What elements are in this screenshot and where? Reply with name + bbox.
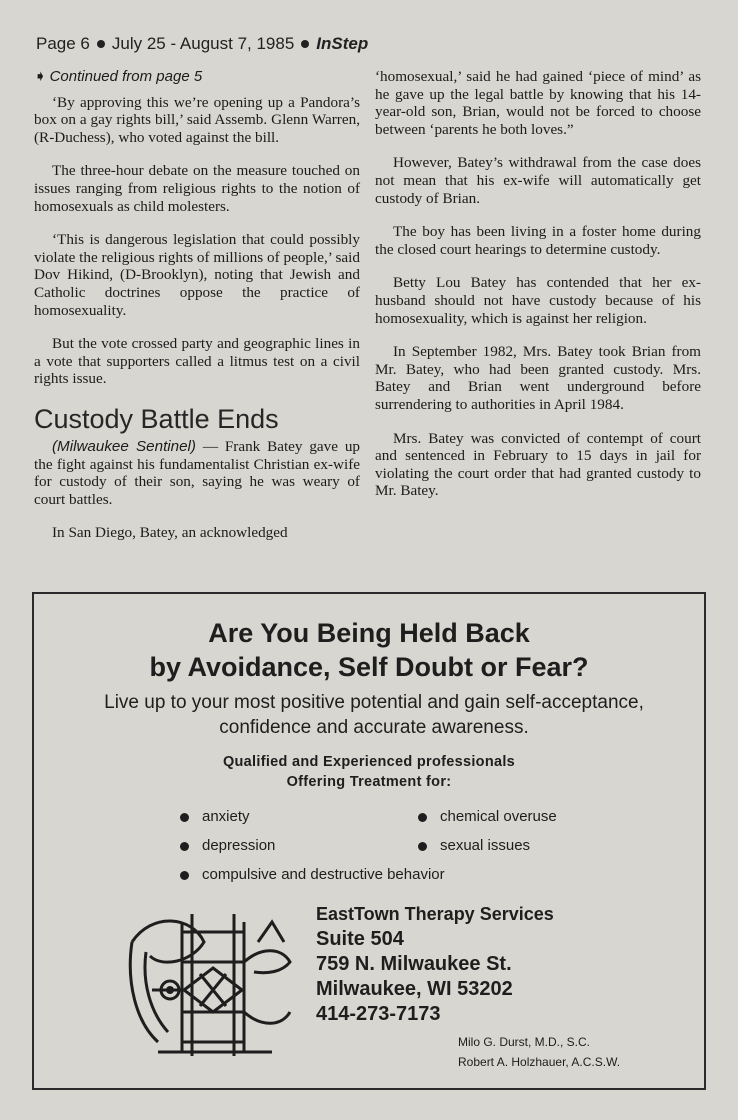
article-paragraph: Mrs. Batey was convicted of contempt of court and sentenced in February to 15 days in jail for violating the court order that had granted custody to Mr. Batey. — [375, 429, 701, 500]
article-paragraph: In September 1982, Mrs. Batey took Brian from Mr. Batey, who had been granted custody. Mrs. Batey and Brian went underground before surrendering to authorities in April 1984. — [375, 343, 701, 413]
treatment-label: chemical overuse — [440, 808, 557, 825]
eagle-logo-icon — [122, 902, 296, 1060]
article-paragraph: ‘By approving this we’re opening up a Pandora’s box on a gay rights bill,’ said Assemb. Glenn Warren, (R-Duchess), who voted against the bill. — [34, 93, 360, 146]
ad-headline-line: Are You Being Held Back — [208, 618, 530, 648]
article-headline: Custody Battle Ends — [34, 403, 279, 434]
continued-note — [34, 68, 360, 86]
phone-number: 414-273-7173 — [316, 1003, 441, 1025]
article-paragraph: The boy has been living in a foster home during the closed court hearings to determine custody. — [375, 223, 701, 258]
treatment-label: depression — [202, 837, 276, 854]
bullet-dot — [97, 40, 105, 48]
treatment-item — [180, 808, 250, 825]
contact-block — [316, 902, 554, 1027]
page-header — [36, 34, 368, 54]
continued-text: Continued from page 5 — [49, 68, 203, 85]
bullet-icon — [180, 871, 189, 880]
bullet-dot — [301, 40, 309, 48]
article-paragraph: The three-hour debate on the measure touched on issues ranging from religious rights to the notion of homosexuals as child molesters. — [34, 162, 360, 215]
staff-name: Milo G. Durst, M.D., S.C. — [458, 1035, 591, 1049]
arrow-icon: ➧ — [34, 68, 47, 85]
bullet-icon — [180, 813, 189, 822]
bullet-icon — [418, 813, 427, 822]
treatment-label: compulsive and destructive behavior — [202, 866, 445, 883]
treatment-item — [418, 837, 530, 854]
right-column — [375, 68, 701, 516]
ad-subtitle: Live up to your most positive potential and gain self-acceptance, confidence and accurate awareness. — [104, 692, 644, 738]
qualified-line: Qualified and Experienced professionals — [222, 754, 516, 770]
treatment-item — [180, 866, 445, 883]
article-paragraph: Betty Lou Batey has contended that her ex-husband should not have custody because of his homosexuality, which is against her religion. — [375, 274, 701, 327]
staff-name: Robert A. Holzhauer, A.C.S.W. — [458, 1055, 621, 1069]
issue-dates: July 25 - August 7, 1985 — [111, 34, 295, 53]
suite: Suite 504 — [316, 928, 404, 950]
street-address: 759 N. Milwaukee St. — [316, 953, 512, 975]
bullet-icon — [180, 842, 189, 851]
article-paragraph: ‘homosexual,’ said he had gained ‘piece of mind’ as he gave up the legal battle by knowing that his 14-year-old son, Brian, would not be forced to choose between ‘parents he both loves.” — [375, 68, 701, 138]
lead-text: — Frank Batey gave up the fight against his fundamentalist Christian ex-wife for custody of their son, saying he was weary of court battles. — [34, 437, 361, 508]
bullet-icon — [418, 842, 427, 851]
article-lead — [34, 438, 360, 508]
treatment-label: anxiety — [202, 808, 250, 825]
staff-list — [458, 1032, 620, 1072]
ad-headline — [34, 616, 704, 684]
treatment-item — [418, 808, 557, 825]
treatment-item — [180, 837, 275, 854]
ad-qualifications — [34, 752, 704, 792]
left-column — [34, 68, 360, 558]
therapy-advertisement — [32, 592, 706, 1090]
publication-name: InStep — [316, 34, 369, 53]
article-paragraph: In San Diego, Batey, an acknowledged — [52, 524, 288, 542]
article-paragraph: But the vote crossed party and geographic lines in a vote that supporters called a litmus test on a civil rights issue. — [34, 335, 360, 388]
business-name: EastTown Therapy Services — [316, 904, 554, 924]
treatment-label: sexual issues — [440, 837, 531, 854]
page-number: Page 6 — [36, 34, 90, 53]
article-source: (Milwaukee Sentinel) — [52, 437, 196, 455]
qualified-line: Offering Treatment for: — [286, 774, 452, 790]
city-state-zip: Milwaukee, WI 53202 — [316, 978, 513, 1000]
ad-headline-line: by Avoidance, Self Doubt or Fear? — [149, 652, 589, 682]
article-paragraph: However, Batey’s withdrawal from the case does not mean that his ex-wife will automatically get custody of Brian. — [375, 154, 701, 207]
article-paragraph: ‘This is dangerous legislation that could possibly violate the religious rights of millions of people,’ said Dov Hikind, (D-Brooklyn), noting that Jewish and Catholic doctrines oppose the practice of homosexuality. — [34, 231, 360, 319]
